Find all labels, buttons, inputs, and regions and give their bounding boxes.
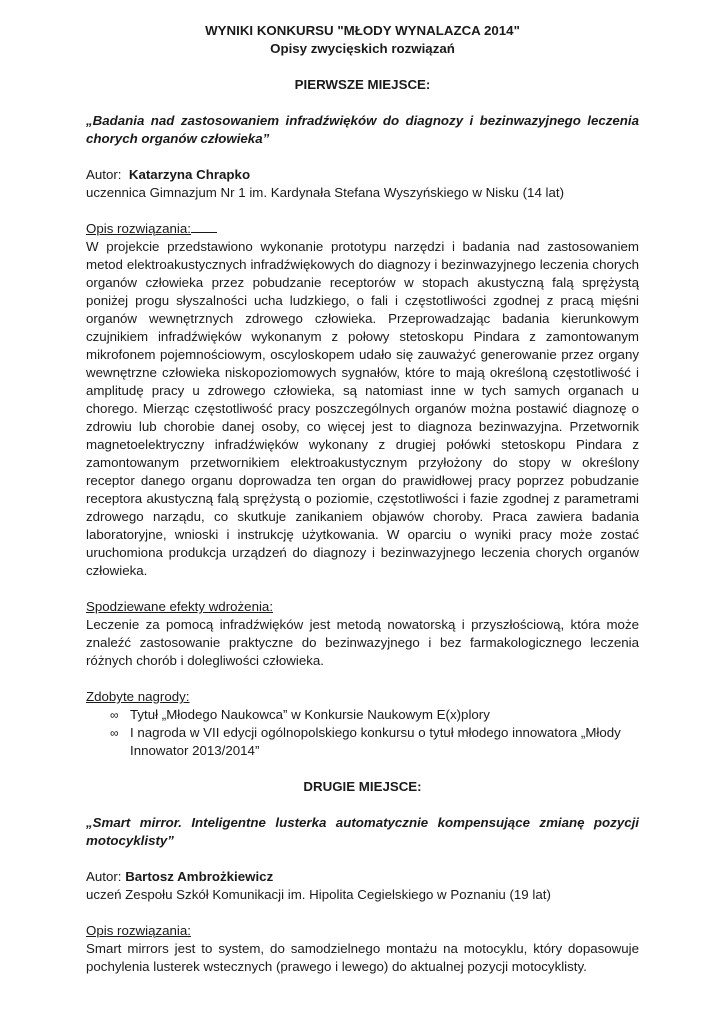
first-place-heading: PIERWSZE MIEJSCE: — [294, 77, 431, 92]
award-item — [110, 706, 639, 724]
award-text: Tytuł „Młodego Naukowca” w Konkursie Naukowym E(x)plory — [130, 707, 490, 722]
first-effects-label: Spodziewane efekty wdrożenia: — [86, 599, 274, 614]
document-subtitle: Opisy zwycięskich rozwiązań — [270, 41, 455, 56]
first-author-line — [86, 166, 639, 184]
document-title: WYNIKI KONKURSU "MŁODY WYNALAZCA 2014" — [205, 23, 520, 38]
first-author-name: Katarzyna Chrapko — [128, 167, 251, 182]
infinity-bullet-icon: ∞ — [110, 708, 119, 722]
first-school: uczennica Gimnazjum Nr 1 im. Kardynała Stefana Wyszyńskiego w Nisku (14 lat) — [86, 185, 565, 200]
first-awards-label: Zdobyte nagrody: — [86, 689, 190, 704]
award-item — [110, 724, 639, 760]
second-author-label: Autor: — [86, 869, 122, 884]
second-school: uczeń Zespołu Szkół Komunikacji im. Hipolita Cegielskiego w Poznaniu (19 lat) — [86, 887, 551, 902]
infinity-bullet-icon: ∞ — [110, 726, 119, 740]
first-awards-list — [86, 706, 639, 760]
first-solution-label: Opis rozwiązania: — [86, 221, 191, 236]
first-solution-label-line — [86, 220, 639, 238]
second-author-line — [86, 868, 639, 886]
second-author-name: Bartosz Ambrożkiewicz — [125, 869, 274, 884]
second-solution-text: Smart mirrors jest to system, do samodzielnego montażu na motocyklu, który dopasowuje pochylenia lusterek wstecznych (prawego i lewego) do aktualnej pozycji motocyklisty. — [86, 941, 639, 974]
underline-blank — [191, 220, 217, 233]
second-place-heading: DRUGIE MIEJSCE: — [303, 779, 422, 794]
document-page — [86, 22, 639, 976]
second-project-title: „Smart mirror. Inteligentne lusterka automatycznie kompensujące zmianę pozycji motocyklisty” — [86, 815, 639, 848]
first-effects-text: Leczenie za pomocą infradźwięków jest metodą nowatorską i przyszłościową, która może znaleźć zastosowanie praktyczne do bezinwazyjnego i bez farmakologicznego leczenia różnych chorób i dolegliwości człowieka. — [86, 617, 639, 668]
award-text: I nagroda w VII edycji ogólnopolskiego konkursu o tytuł młodego innowatora „Młody Innowator 2013/2014” — [130, 725, 621, 758]
first-solution-text: W projekcie przedstawiono wykonanie prototypu narzędzi i badania nad zastosowaniem metod elektroakustycznych infradźwiękowych do diagnozy i bezinwazyjnego leczenia chorych organów człowieka przez pobudzanie receptorów w stopach akustyczną falą sprężystą poniżej progu słyszalności ucha ludzkiego, o fali i częstotliwości zgodnej z pracą mięśni organów wewnętrznych zdrowego człowieka. Przeprowadzając badania kierunkowym czujnikiem infradźwięków wykonanym z połowy stetoskopu Pindara z zamontowanym mikrofonem pojemnościowym, oscyloskopem udało się zauważyć generowanie przez organy wewnętrzne człowieka niskopoziomowych sygnałów, które to mają określoną częstotliwość i amplitudę pracy u zdrowego człowieka, są natomiast inne w tych samych organach u chorego. Mierząc częstotliwość pracy poszczególnych organów można postawić diagnozę o zdrowiu lub chorobie danej osoby, co więcej jest to diagnoza bezinwazyjna. Przetwornik magnetoelektryczny infradźwięków wykonany z drugiej połówki stetoskopu Pindara z zamontowanym przetwornikiem elektroakustycznym przyłożony do stopy w określony receptor danego organu doprowadza ten organ do prawidłowej pracy poprzez pobudzanie receptora akustyczną falą sprężystą o poziomie, częstotliwości i fazie zgodnej z parametrami zdrowego narządu, co skutkuje zanikaniem objawów choroby. Praca zawiera badania laboratoryjne, wnioski i instrukcję użytkowania. W oparciu o wyniki pracy może zostać uruchomiona produkcja urządzeń do diagnozy i bezinwazyjnego leczenia chorych organów człowieka. — [86, 239, 639, 578]
second-solution-label: Opis rozwiązania: — [86, 923, 191, 938]
first-author-label: Autor: — [86, 167, 122, 182]
first-project-title: „Badania nad zastosowaniem infradźwięków do diagnozy i bezinwazyjnego leczenia chorych organów człowieka” — [86, 113, 639, 146]
